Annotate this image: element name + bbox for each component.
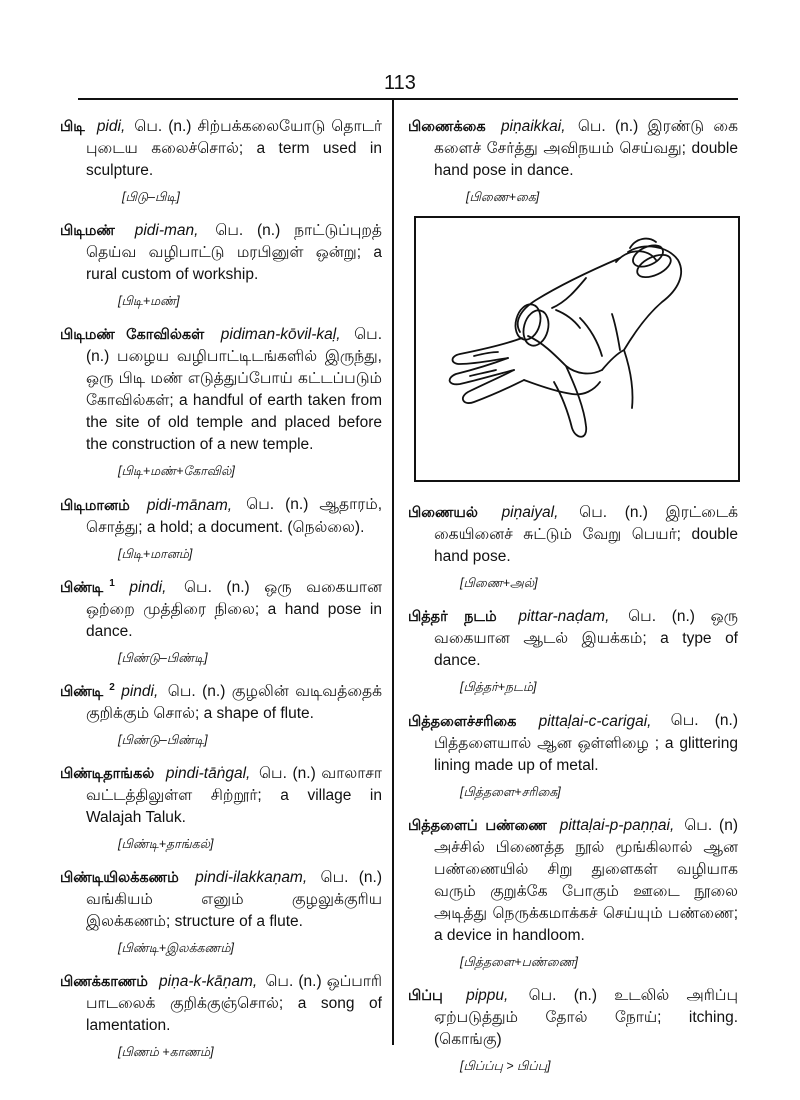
definition: பெ. (n.) குழலின் வடிவத்தைக் குறிக்கும் சொல்; a shape of flute. bbox=[86, 682, 382, 722]
transliteration: pittar-naḍam, bbox=[518, 608, 610, 626]
definition: பெ. (n.) இரண்டு கை களைச் சேர்த்து அவிநயம் செய்வது; double hand pose in dance. bbox=[434, 118, 738, 180]
headword: பிடிமண் கோவில்கள் bbox=[60, 327, 205, 344]
definition: பெ. (n.) பித்தளையால் ஆன ஒள்ளிழை ; a glittering lining made up of metal. bbox=[434, 712, 738, 774]
headword: பிப்பு bbox=[408, 987, 443, 1004]
definition: பெ. (n.) நாட்டுப்புறத் தெய்வ வழிபாட்டு மரபினுள் ஒன்று; a rural custom of workship. bbox=[86, 222, 383, 284]
etymology: [பிப்ப்பு > பிப்பு] bbox=[460, 1058, 551, 1073]
headword: பித்தளைப் பண்ணை bbox=[408, 817, 547, 834]
headword: பித்தளைச்சரிகை bbox=[408, 713, 517, 730]
definition: பெ. (n) அச்சில் பிணைத்த நூல் மூங்கிலால் ஆன பண்ணையில் சிறு துளைகள் வழியாக வரும் குறுக்கே போகும் ஊடை நூலை அடித்து நெருக்கமாக்கச் செய்யும் பண்ணை; a device in handloom. bbox=[434, 816, 738, 944]
transliteration: pippu, bbox=[466, 986, 509, 1004]
definition: பெ. (n.) உடலில் அரிப்பு ஏற்படுத்தும் தோல் நோய்; itching. (கொங்கு) bbox=[434, 986, 739, 1048]
headword: பிணையல் bbox=[408, 505, 478, 522]
page-number: 113 bbox=[384, 72, 416, 94]
etymology: [பிண்டு–பிண்டி] bbox=[118, 650, 208, 665]
dictionary-entry bbox=[60, 216, 382, 310]
headword: பிண்டியிலக்கணம் bbox=[60, 870, 179, 887]
etymology: [பிணை+கை] bbox=[466, 190, 540, 205]
etymology: [பிடி+மண்+கோவில்] bbox=[118, 464, 235, 479]
transliteration: pidi-mānam, bbox=[146, 496, 233, 514]
definition: பெ. (n.) இரட்டைக் கையினைச் சுட்டும் வேறு பெயர்; double hand pose. bbox=[434, 504, 738, 566]
headword-superscript: 2 bbox=[109, 681, 115, 693]
headword-superscript: 1 bbox=[109, 577, 115, 589]
transliteration: pittaḷai-c-carigai, bbox=[538, 712, 652, 730]
dictionary-entry bbox=[408, 602, 738, 696]
etymology: [பிடு–பிடி] bbox=[122, 190, 180, 205]
dictionary-entry bbox=[60, 490, 382, 562]
transliteration: piṇaiyal, bbox=[501, 504, 559, 522]
hand-pose-illustration bbox=[414, 216, 740, 482]
etymology: [பிணை+அல்] bbox=[460, 576, 538, 591]
definition: பெ. (n.) ஒப்பாரி பாடலைக் குறிக்குஞ்சொல்; a song of lamentation. bbox=[86, 973, 383, 1035]
transliteration: pindi-tāṅgal, bbox=[165, 765, 251, 783]
dictionary-entry bbox=[408, 981, 738, 1075]
dictionary-entry bbox=[60, 320, 382, 480]
headword: பிடிமானம் bbox=[60, 497, 130, 514]
headword: பிண்டி bbox=[60, 579, 104, 596]
dictionary-entry bbox=[60, 967, 382, 1061]
transliteration: pidi, bbox=[96, 118, 126, 136]
definition: பெ. (n.) ஒரு வகையான ஒற்றை முத்திரை நிலை; a hand pose in dance. bbox=[86, 578, 382, 640]
definition: பெ. (n.) ஆதாரம், சொத்து; a hold; a document. (நெல்லை). bbox=[86, 496, 382, 536]
right-column bbox=[408, 112, 738, 1085]
dictionary-entry bbox=[60, 112, 382, 206]
etymology: [பித்தளை+பண்ணை] bbox=[460, 954, 578, 969]
transliteration: piṇa-k-kāṇam, bbox=[159, 973, 258, 991]
etymology: [பிண்டி+இலக்கணம்] bbox=[118, 941, 234, 956]
headword: பிண்டிதாங்கல் bbox=[60, 766, 155, 783]
transliteration: pidi-man, bbox=[134, 222, 199, 240]
transliteration: pindi, bbox=[121, 682, 159, 700]
headword: பிணக்காணம் bbox=[60, 974, 148, 991]
clasped-hands-drawing bbox=[416, 218, 738, 480]
transliteration: pittaḷai-p-paṇṇai, bbox=[559, 816, 675, 834]
dictionary-entry bbox=[60, 863, 382, 957]
etymology: [பித்தளை+சரிகை] bbox=[460, 784, 561, 799]
etymology: [பித்தர்+நடம்] bbox=[460, 680, 537, 695]
dictionary-entry bbox=[408, 498, 738, 592]
header-rule bbox=[78, 98, 738, 100]
etymology: [பிண்டி+தாங்கல்] bbox=[118, 837, 214, 852]
headword: பித்தர் நடம் bbox=[408, 609, 497, 626]
etymology: [பிடி+மண்] bbox=[118, 294, 180, 309]
transliteration: pindi-ilakkaṇam, bbox=[195, 869, 308, 887]
dictionary-entry bbox=[60, 759, 382, 853]
dictionary-entry bbox=[60, 677, 382, 749]
headword: பிண்டி bbox=[60, 683, 104, 700]
left-column bbox=[60, 112, 382, 1071]
column-divider bbox=[392, 100, 394, 1045]
definition: பெ. (n.) சிற்பக்கலையோடு தொடர் புடைய கலைச்சொல்; a term used in sculpture. bbox=[86, 118, 382, 180]
definition: பெ. (n.) பழைய வழிபாட்டிடங்களில் இருந்து, ஒரு பிடி மண் எடுத்துப்போய் கட்டப்படும் கோவில்கள்; a handful of earth taken from the site of old temple and placed before the construction of a new temple. bbox=[86, 326, 382, 454]
etymology: [பிடி+மானம்] bbox=[118, 546, 193, 561]
transliteration: pindi, bbox=[129, 578, 167, 596]
etymology: [பிணம் +காணம்] bbox=[118, 1045, 214, 1060]
definition: பெ. (n.) வாலாசா வட்டத்திலுள்ள சிற்றூர்; a village in Walajah Taluk. bbox=[86, 765, 382, 827]
dictionary-entry bbox=[60, 573, 382, 667]
dictionary-entry bbox=[408, 811, 738, 971]
definition: பெ. (n.) வங்கியம் எனும் குழலுக்குரிய இலக்கணம்; structure of a flute. bbox=[86, 869, 382, 931]
etymology: [பிண்டு–பிண்டி] bbox=[118, 732, 208, 747]
transliteration: piṇaikkai, bbox=[500, 118, 566, 136]
dictionary-entry bbox=[408, 112, 738, 206]
definition: பெ. (n.) ஒரு வகையான ஆடல் இயக்கம்; a type of dance. bbox=[434, 608, 738, 670]
transliteration: pidiman-kōvil-kaḷ, bbox=[220, 326, 341, 344]
headword: பிடிமண் bbox=[60, 223, 115, 240]
dictionary-entry bbox=[408, 706, 738, 800]
headword: பிணைக்கை bbox=[408, 119, 486, 136]
headword: பிடி bbox=[60, 119, 85, 136]
